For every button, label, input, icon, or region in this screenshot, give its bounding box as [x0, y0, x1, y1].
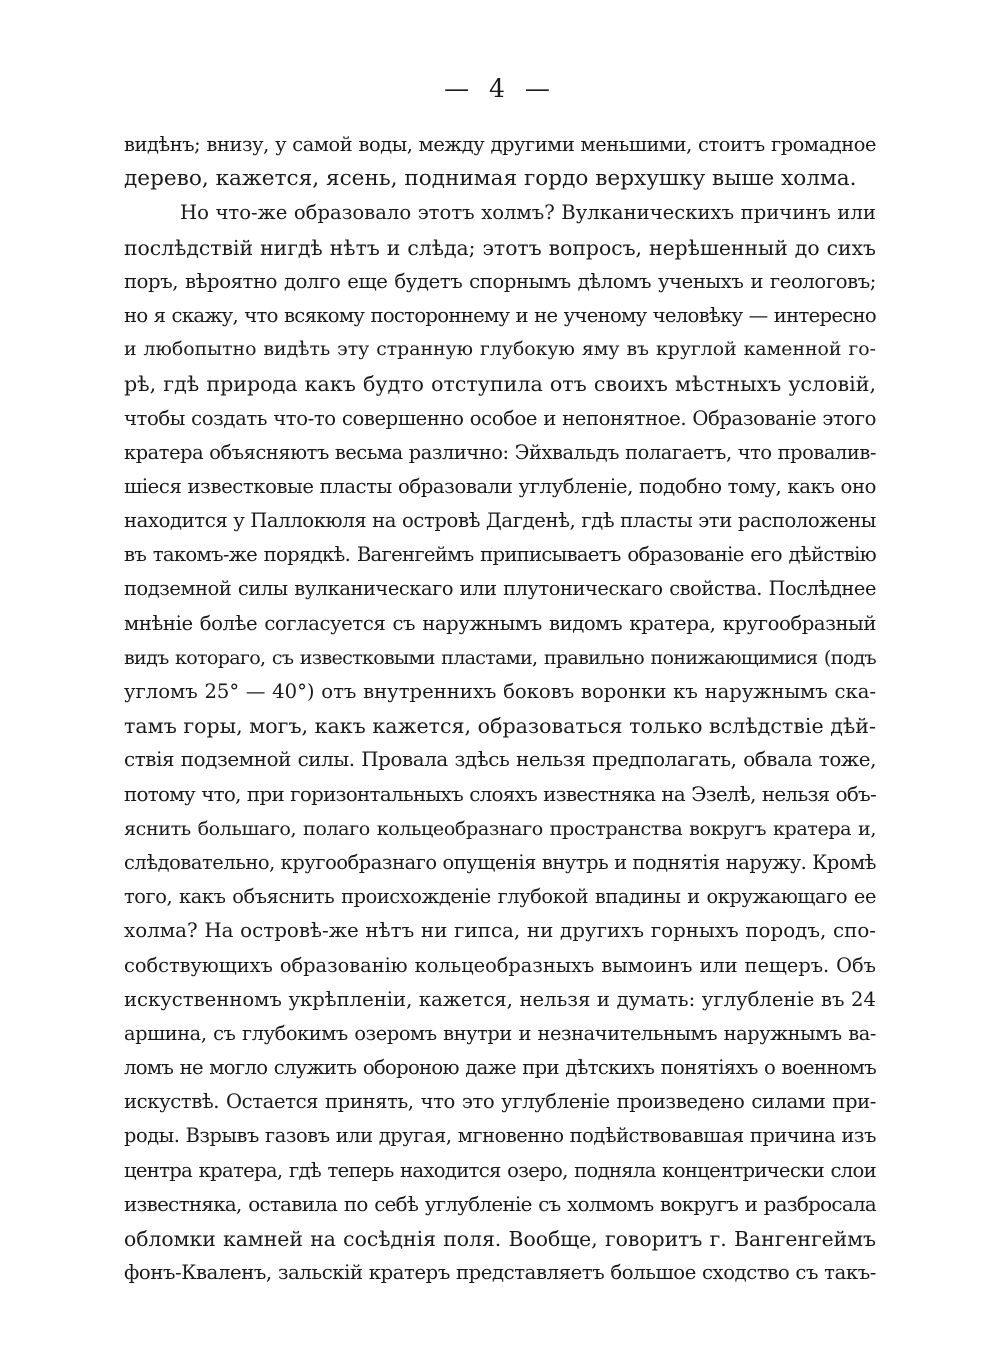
- text-line: видъ котораго, съ известковыми пластами, правильно понижающимися (подъ: [124, 645, 876, 669]
- text-line: ломъ не могло служить обороною даже при дѣтскихъ понятіяхъ о военномъ: [124, 1056, 876, 1080]
- text-line: мнѣніе болѣе согласуется съ наружнымъ видомъ кратера, кругообразный: [124, 611, 876, 635]
- text-line: роды. Взрывъ газовъ или другая, мгновенно подѣйствовавшая причина изъ: [124, 1124, 876, 1148]
- text-line: обломки камней на сосѣднія поля. Вообще, говоритъ г. Вангенгеймъ: [124, 1227, 876, 1251]
- text-line: и любопытно видѣть эту странную глубокую яму въ круглой каменной го-: [124, 339, 876, 361]
- text-line: рѣ, гдѣ природа какъ будто отступила отъ своихъ мѣстныхъ условій,: [124, 372, 876, 397]
- text-line: тамъ горы, могъ, какъ кажется, образоваться только вслѣдствіе дѣй-: [124, 714, 876, 739]
- text-line: того, какъ объяснить происхожденіе глубокой впадины и окружающаго ее: [124, 885, 876, 909]
- text-line: искуственномъ укрѣпленіи, кажется, нельзя и думать: углубленіе въ 24: [124, 987, 876, 1011]
- text-line: но я скажу, что всякому постороннему и не ученому человѣку — интересно: [124, 303, 876, 327]
- text-line: кратера объясняютъ весьма различно: Эйхвальдъ полагаетъ, что провалив-: [124, 440, 876, 464]
- text-line: потому что, при горизонтальныхъ слояхъ известняка на Эзелѣ, нельзя объ-: [124, 782, 876, 806]
- text-line: холма? На островѣ-же нѣтъ ни гипса, ни другихъ горныхъ породъ, спо-: [124, 919, 876, 943]
- text-line: известняка, оставила по себѣ углубленіе съ холмомъ вокругъ и разбросала: [124, 1192, 876, 1216]
- text-line: центра кратера, гдѣ теперь находится озеро, подняла концентрически слои: [124, 1158, 876, 1182]
- text-line: угломъ 25° — 40°) отъ внутреннихъ боковъ воронки къ наружнымъ ска-: [124, 680, 876, 703]
- text-line: дерево, кажется, ясень, поднимая гордо верхушку выше холма.: [124, 166, 857, 192]
- text-line: аршина, съ глубокимъ озеромъ внутри и незначительнымъ наружнымъ ва-: [124, 1021, 876, 1045]
- text-line: слѣдовательно, кругообразнаго опущенія внутрь и поднятія наружу. Кромѣ: [124, 850, 876, 874]
- text-line: яснить большаго, полаго кольцеобразнаго пространства вокругъ кратера и,: [124, 816, 876, 840]
- text-line: шіеся известковые пласты образовали углубленіе, подобно тому, какъ оно: [124, 474, 876, 498]
- text-line: собствующихъ образованію кольцеобразныхъ вымоинъ или пещеръ. Объ: [124, 953, 876, 977]
- text-line: чтобы создать что-то совершенно особое и непонятное. Образованіе этого: [124, 406, 876, 430]
- text-line: искуствѣ. Остается принять, что это углубленіе произведено силами при-: [124, 1090, 876, 1114]
- body-text: [124, 128, 876, 1290]
- text-line: поръ, вѣроятно долго еще будетъ спорнымъ дѣломъ ученыхъ и геологовъ;: [124, 269, 876, 293]
- text-line: фонъ-Кваленъ, зальскій кратеръ представляетъ большое сходство съ такъ-: [124, 1261, 876, 1285]
- text-line: ствія подземной силы. Провала здѣсь нельзя предполагать, обвала тоже,: [124, 748, 876, 772]
- text-line: въ такомъ-же порядкѣ. Вагенгеймъ приписываетъ образованіе его дѣйствію: [124, 543, 876, 567]
- text-line: находится у Паллокюля на островѣ Дагденѣ, гдѣ пласты эти расположены: [124, 509, 876, 533]
- text-line: подземной силы вулканическаго или плутоническаго свойства. Послѣднее: [124, 577, 876, 601]
- text-line: видѣнъ; внизу, у самой воды, между другими меньшими, стоитъ громадное: [124, 133, 876, 156]
- text-line: послѣдствій нигдѣ нѣтъ и слѣда; этотъ вопросъ, нерѣшенный до сихъ: [124, 235, 876, 260]
- page-number: — 4 —: [444, 74, 556, 103]
- paragraph-start-line: Но что-же образовало этотъ холмъ? Вулканическихъ причинъ или: [180, 201, 876, 225]
